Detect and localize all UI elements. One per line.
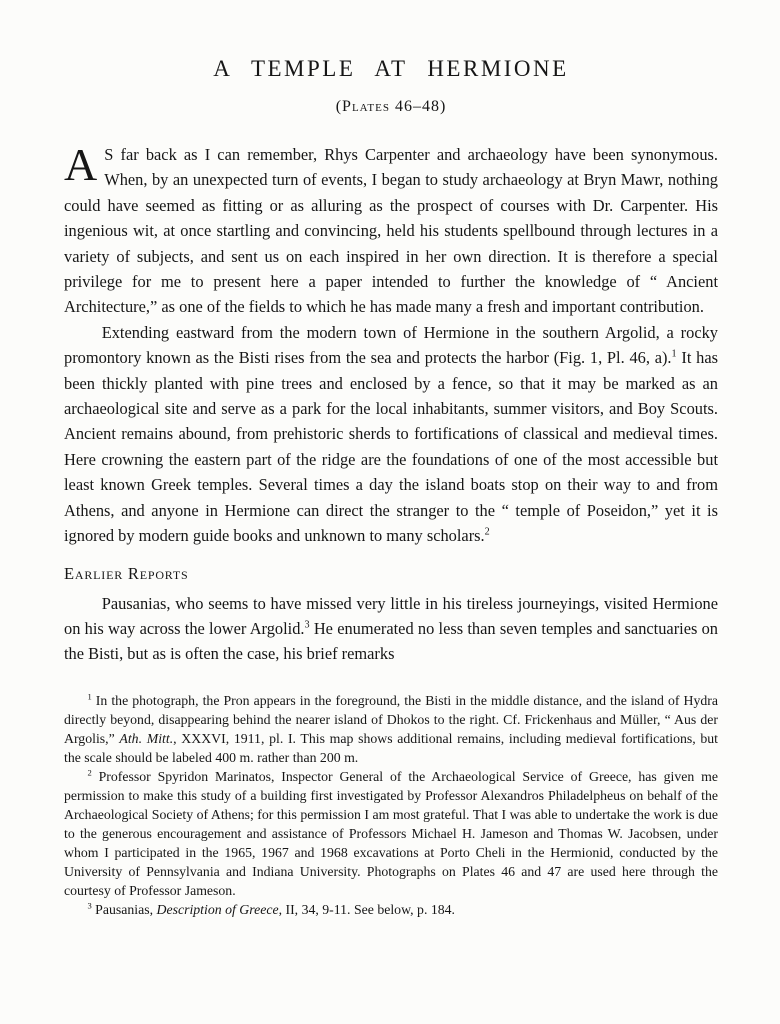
footnotes-block [64,691,718,919]
footnote-3 [64,900,718,919]
paragraph-pausanias-text-2: He enumerated no less than seven temples and sanctuaries on the Bisti, but as is often the case, his brief remarks [64,618,718,664]
page-title: A TEMPLE AT HERMIONE [213,56,569,81]
footnote-3-text-1: Pausanias, [91,901,157,917]
paragraph-bisti-text-2: It has been thickly planted with pine trees and enclosed by a fence, so that it may be marked as an archaeological site and serve as a park for the local inhabitants, summer visitors, and Boy Scouts. Ancient remains abound, from prehistoric sherds to fortifications of classical and medieval times. Here crowning the eastern part of the ridge are the foundations of one of the most accessible but least known Greek temples. Several times a day the island boats stop on their way to and from Athens, and anyone in Hermione can direct the stranger to the “ temple of Poseidon,” yet it is ignored by modern guide books and unknown to many scholars. [64,348,718,546]
footnote-ref-2: 2 [484,526,490,538]
footnote-2 [64,767,718,900]
footnote-3-citation: Description of Greece [156,901,279,917]
section-heading-earlier-reports: Earlier Reports [64,563,189,583]
footnote-1-text-1: In the photograph, the Pron appears in the foreground, the Bisti in the middle distance, and the island of Hydra directly beyond, disappearing behind the nearer island of Dhokos to the right. Cf. Frickenhaus and Müller, “ Aus der Argolis,” [64,692,718,746]
paragraph-bisti [64,320,718,549]
footnote-3-marker: 3 [87,900,92,911]
paragraph-pausanias-text-1: Pausanias, who seems to have missed very little in his tireless journeyings, visited Hermione on his way across the lower Argolid. [64,593,718,638]
paragraph-intro-text: S far back as I can remember, Rhys Carpenter and archaeology have been synonymous. When, by an unexpected turn of events, I began to study archaeology at Bryn Mawr, nothing could have seemed as fitting or as alluring as the prospect of courses with Dr. Carpenter. His ingenious wit, at once startling and convincing, held his students spellbound through lectures in a variety of subjects, and sent us on each inspired in her own direction. It is therefore a special privilege for me to present here a paper intended to further the knowledge of “ Ancient Architecture,” as one of the fields to which he has made many a fresh and important contribution. [64,145,718,317]
footnote-ref-3: 3 [304,619,310,631]
footnote-1-marker: 1 [87,691,92,702]
footnote-2-marker: 2 [87,767,92,778]
footnote-1-text-2: , XXXVI, 1911, pl. I. This map shows additional remains, including medieval fortifications, but the scale should be labeled 400 m. rather than 200 m. [64,730,719,765]
paragraph-bisti-text-1: Extending eastward from the modern town of Hermione in the southern Argolid, a rocky promontory known as the Bisti rises from the sea and protects the harbor (Fig. 1, Pl. 46, a). [64,322,718,368]
footnote-1 [64,691,718,767]
paragraph-pausanias [64,591,718,667]
footnote-2-text: Professor Spyridon Marinatos, Inspector General of the Archaeological Service of Greece, has given me permission to make this study of a building first investigated by Professor Alexandros Philadelpheus on behalf of the Archaeological Society of Athens; for this permission I am most grateful. That I was able to undertake the work is due to the generous encouragement and assistance of Professors Michael H. Jameson and Thomas W. Jacobsen, under whom I participated in the 1965, 1967 and 1968 excavations at Porto Cheli in the Hermionid, conducted by the University of Pennsylvania and Indiana University. Photographs on Plates 46 and 47 are used here through the courtesy of Professor Jameson. [64,768,718,898]
footnote-3-text-2: , II, 34, 9-11. See below, p. 184. [278,901,455,917]
dropcap-letter: A [64,139,98,190]
paragraph-intro [64,139,718,320]
footnote-1-citation: Ath. Mitt. [119,730,174,746]
footnote-ref-1: 1 [671,348,677,360]
plates-subtitle: (Plates 46–48) [335,98,447,115]
